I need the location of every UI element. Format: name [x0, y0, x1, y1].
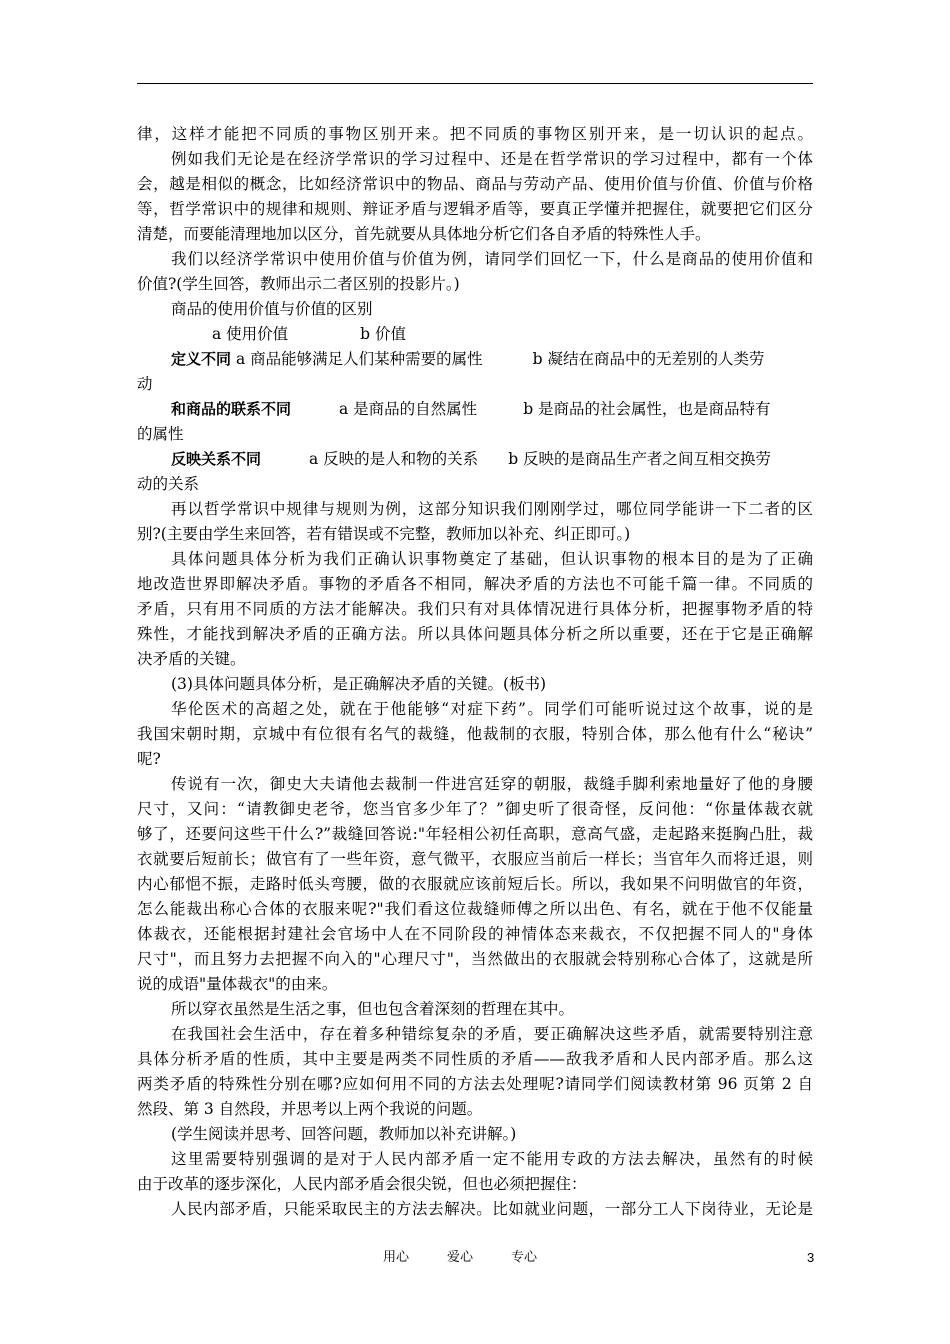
row-label: 反映关系不同	[171, 450, 262, 468]
text-line: 两类矛盾的特殊性分别在哪?应如何用不同的方法去处理呢?请同学们阅读教材第 96 页第 2 自	[137, 1075, 813, 1093]
text-line: 我国宋朝时期，京城中有位很有名气的裁缝，他裁制的衣服，特别合体，那么他有什么“秘诀”	[137, 725, 813, 743]
footer-motto-3: 专心	[511, 1250, 538, 1265]
text-line: 所以穿衣虽然是生活之事，但也包含着深刻的哲理在其中。	[171, 1000, 575, 1018]
text-line: 体裁衣，还能根据封建社会官场中人在不同阶段的神情体态来裁衣，不仅把握不同人的"身体	[137, 925, 813, 943]
text-line: 呢?	[137, 750, 161, 768]
text-line: 矛盾，只有用不同质的方法才能解决。我们只有对具体情况进行具体分析，把握事物矛盾的特	[137, 600, 813, 618]
text-line: 华伦医术的高超之处，就在于他能够“对症下药”。同学们可能听说过这个故事，说的是	[171, 700, 813, 718]
row-cell-b: b 凝结在商品中的无差别的人类劳	[532, 350, 765, 368]
text-line: 具体分析矛盾的性质，其中主要是两类不同性质的矛盾——敌我矛盾和人民内部矛盾。那么这	[137, 1050, 813, 1068]
row-cell-b: b 是商品的社会属性，也是商品特有	[523, 400, 771, 418]
footer-motto-1: 用心	[383, 1250, 410, 1265]
text-line: 内心郁悒不振，走路时低头弯腰，做的衣服就应该前短后长。所以，我如果不问明做官的年资，	[137, 875, 813, 893]
table-header-a: a 使用价值	[212, 325, 289, 343]
text-line: 这里需要特别强调的是对于人民内部矛盾一定不能用专政的方法去解决，虽然有的时候	[171, 1150, 813, 1168]
text-line: 地改造世界即解决矛盾。事物的矛盾各不相同，解决矛盾的方法也不可能千篇一律。不同质的	[137, 575, 813, 593]
text-line: 殊性，才能找到解决矛盾的正确方法。所以具体问题具体分析之所以重要，还在于它是正确解	[137, 625, 813, 643]
text-line: 够了，还要问这些干什么?”裁缝回答说:"年轻相公初任高职，意高气盛，走起路来挺胸凸肚，裁	[137, 825, 813, 843]
text-line: 人民内部矛盾，只能采取民主的方法去解决。比如就业问题，一部分工人下岗待业，无论是	[171, 1200, 813, 1218]
text-line: 然段、第 3 自然段，并思考以上两个我说的问题。	[137, 1100, 483, 1118]
row-continuation: 动的关系	[137, 475, 200, 493]
text-line: 清楚，而要能清理地加以区分，首先就要从具体地分析它们各自矛盾的特殊性人手。	[137, 225, 711, 243]
table-header-row	[137, 322, 813, 347]
table-caption: 商品的使用价值与价值的区别	[171, 300, 373, 318]
header-rule	[137, 83, 813, 84]
text-line: 律，这样才能把不同质的事物区别开来。把不同质的事物区别开来，是一切认识的起点。	[137, 125, 813, 143]
text-line: 再以哲学常识中规律与规则为例，这部分知识我们刚刚学过，哪位同学能讲一下二者的区	[171, 500, 813, 518]
row-label: 定义不同	[171, 350, 232, 368]
table-row-3	[137, 447, 813, 472]
footer-motto	[383, 1248, 575, 1268]
page-number: 3	[807, 1250, 815, 1265]
row-cell-a: a 反映的是人和物的关系	[309, 450, 479, 468]
text-line: 怎么能裁出称心合体的衣服来呢?"我们看这位裁缝师傅之所以出色、有名，就在于他不仅能量	[137, 900, 813, 918]
text-line: 衣就要后短前长；做官有了一些年资，意气微平，衣服应当前后一样长；当官年久而将迁退，则	[137, 850, 813, 868]
text-line: 价值?(学生回答，教师出示二者区别的投影片。)	[137, 275, 460, 293]
row-continuation: 动	[137, 375, 153, 393]
row-cell-a: a 是商品的自然属性	[339, 400, 478, 418]
text-line: 在我国社会生活中，存在着多种错综复杂的矛盾，要正确解决这些矛盾，就需要特别注意	[171, 1025, 813, 1043]
text-line: 别?(主要由学生来回答，若有错误或不完整，教师加以补充、纠正即可。)	[137, 525, 631, 543]
text-line: 具体问题具体分析为我们正确认识事物奠定了基础，但认识事物的根本目的是为了正确	[171, 550, 813, 568]
text-line: (学生阅读并思考、回答问题，教师加以补充讲解。)	[171, 1125, 517, 1143]
text-line: 例如我们无论是在经济学常识的学习过程中、还是在哲学常识的学习过程中，都有一个体	[171, 150, 813, 168]
row-continuation: 的属性	[137, 425, 184, 443]
row-cell-a: a 商品能够满足人们某种需要的属性	[235, 350, 483, 368]
text-line: 决矛盾的关键。	[137, 650, 246, 668]
text-line: 说的成语"量体裁衣"的由来。	[137, 975, 338, 993]
text-line: 等，哲学常识中的规律和规则、辩证矛盾与逻辑矛盾等，要真正学懂并把握住，就要把它们区分	[137, 200, 813, 218]
table-row-2	[137, 397, 813, 422]
text-line: 由于改革的逐步深化，人民内部矛盾会很尖锐，但也必须把握住：	[137, 1175, 587, 1193]
document-body	[137, 122, 813, 1222]
text-line: 会，越是相似的概念，比如经济常识中的物品、商品与劳动产品、使用价值与价值、价值与价格	[137, 175, 813, 193]
text-line: 传说有一次，御史大夫请他去裁制一件进宫廷穿的朝服，裁缝手脚利索地量好了他的身腰	[171, 775, 813, 793]
table-header-b: b 价值	[360, 325, 407, 343]
row-label: 和商品的联系不同	[171, 400, 292, 418]
row-cell-b: b 反映的是商品生产者之间互相交换劳	[508, 450, 772, 468]
text-line: 尺寸，又问：“请教御史老爷，您当官多少年了？”御史听了很奇怪，反问他：“你量体裁衣就	[137, 800, 813, 818]
text-line: 尺寸"，而且努力去把握不向入的"心理尺寸"，当然做出的衣服就会特别称心合体了，这就是所	[137, 950, 813, 968]
table-row-1	[137, 347, 813, 372]
page-footer	[0, 1248, 950, 1268]
footer-motto-2: 爱心	[447, 1250, 474, 1265]
text-line: (3)具体问题具体分析，是正确解决矛盾的关键。(板书)	[171, 675, 547, 693]
text-line: 我们以经济学常识中使用价值与价值为例，请同学们回忆一下，什么是商品的使用价值和	[171, 250, 813, 268]
